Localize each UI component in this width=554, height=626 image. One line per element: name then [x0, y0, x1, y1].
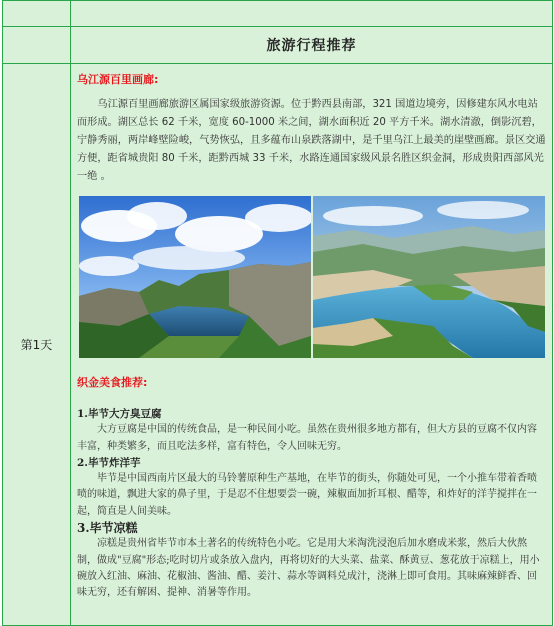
food-item-3-text: 凉糕是贵州省毕节市本土著名的传统特色小吃。它是用大米淘洗浸泡后加水磨成米浆，然后大伙熬制，做成"豆腐"形态;吃时切片或条放入盘内，再将切好的大头菜、盐菜、酥黄豆、葱花放于凉糕上，用小碗放入红油、麻油、花椒油、酱油、醋、姜汁、蒜水等调料兑成汁，浇淋上即可食用。其味麻辣鲜香、回味无穷，还有解困、提神、消暑等作用。 [77, 538, 540, 599]
food-item-1-name: 1.毕节大方臭豆腐 [77, 408, 162, 420]
food-section-title: 织金美食推荐: [77, 376, 148, 389]
lake-canyon-photo-2 [313, 196, 545, 358]
attraction-photos [79, 196, 546, 358]
lake-canyon-photo-1 [79, 196, 311, 358]
day-content-cell [71, 64, 553, 626]
food-item-1-text: 大方豆腐是中国的传统食品，是一种民间小吃。虽然在贵州很多地方都有，但大方县的豆腐不仅内容丰富，种类繁多，而且吃法多样，富有特色，令人回味无穷。 [77, 424, 537, 452]
food-list [77, 406, 546, 602]
itinerary-table [2, 0, 553, 626]
top-right-cell [71, 1, 553, 27]
top-left-cell [3, 1, 71, 27]
header-left-cell [3, 27, 71, 64]
food-item-3-name: 3.毕节凉糕 [77, 521, 138, 536]
table-header-row [3, 27, 553, 64]
day-row [3, 64, 553, 626]
food-item-2-name: 2.毕节炸洋芋 [77, 456, 141, 469]
table-header-title: 旅游行程推荐 [71, 27, 553, 64]
table-top-row [3, 1, 553, 27]
attraction-title: 乌江源百里画廊: [77, 73, 159, 86]
day-content [71, 64, 552, 602]
attraction-description: 乌江源百里画廊旅游区属国家级旅游资源。位于黔西县南部，321 国道边境旁，因修建东风水电站而形成。湖区总长 62 千米，宽度 60-1000 米之间，湖水面积近 20 平方千米。湖水清澈，倒影沉碧，宁静秀丽，两岸峰壁险峻，气势恢弘，且多蕴布山泉跌落湖中，是千里乌江上最美的崖壁画廊。景区交通方便，距省城贵阳 80 千米，距黔西城 33 千米，水路连通国家级风景名胜区织金洞，形成贵阳西部风光一绝 。 [77, 99, 546, 182]
food-item-2-text: 毕节是中国西南片区最大的马铃薯原种生产基地，在毕节的街头，你随处可见，一个小推车带着香喷喷的味道，飘进大家的鼻子里，于是忍不住想要尝一碗，辣椒面加折耳根、醋等，和炸好的洋芋搅拌在一起，简直是人间美味。 [77, 473, 537, 517]
day-label: 第1天 [3, 64, 71, 626]
